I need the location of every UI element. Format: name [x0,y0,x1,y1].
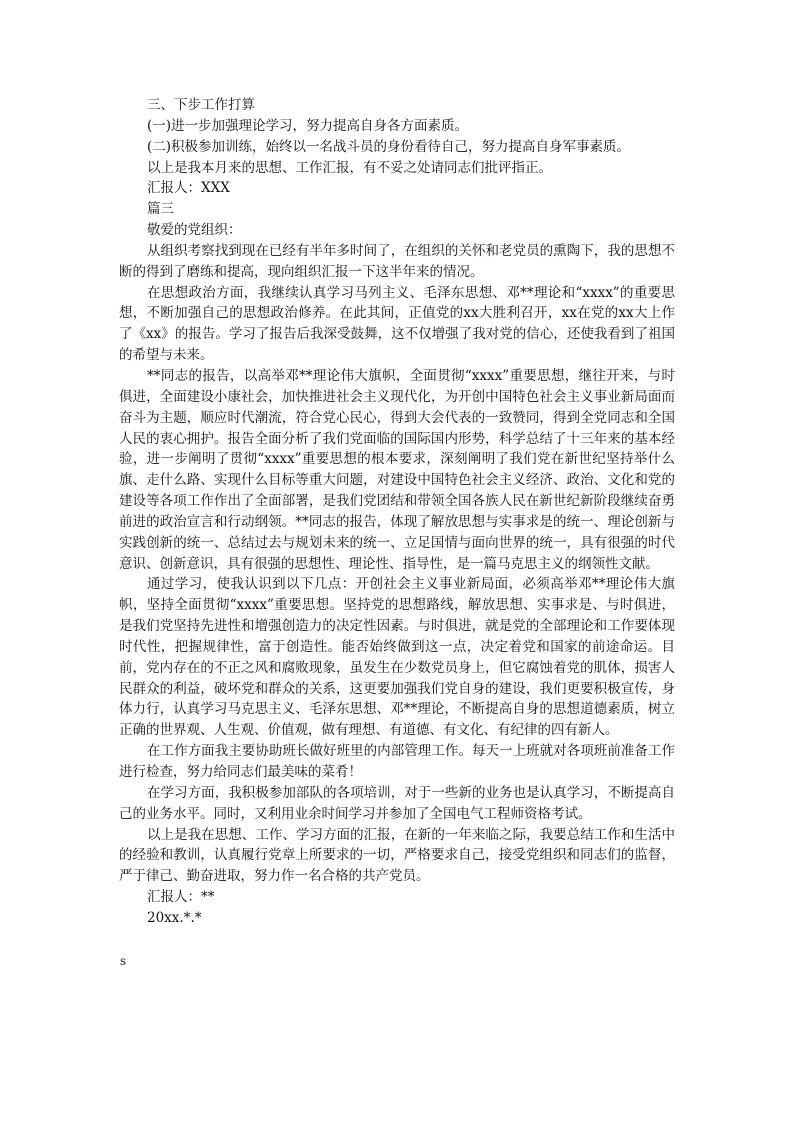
paragraph-study: 在学习方面，我积极参加部队的各项培训，对于一些新的业务也是认真学习，不断提高自己的业务水平。同时，又利用业余时间学习并参加了全国电气工程师资格考试。 [119,784,675,822]
reporter-signature-1: 汇报人：XXX [147,180,230,197]
paragraph-work: 在工作方面我主要协助班长做好班里的内部管理工作。每天一上班就对各项班前准备工作进行检查，努力给同志们最美味的菜肴！ [119,743,675,780]
work-plan-item-2: (二)积极参加训练，始终以一名战斗员的身份看待自己，努力提高自身军事素质。 [147,138,631,155]
part-title: 篇三 [147,201,174,218]
document-body [119,95,675,929]
section-heading: 三、下步工作打算 [147,97,255,113]
work-plan-item-1: (一)进一步加强理论学习，努力提高自身各方面素质。 [147,117,469,134]
paragraph-conclusion: 以上是我在思想、工作、学习方面的汇报，在新的一年来临之际，我要总结工作和生活中的经验和教训，认真履行党章上所要求的一切，严格要求自己，接受党组织和同志们的监督，严于律己、勤奋进取，努力作一名合格的共产党员。 [119,826,675,885]
report-date: 20xx.*.* [147,909,202,926]
paragraph-study-insights: 通过学习，使我认识到以下几点：开创社会主义事业新局面，必须高举邓**理论伟大旗帜，坚持全面贯彻“xxxx”重要思想。坚持党的思想路线，解放思想、实事求是、与时俱进，是我们党坚持先进性和增强创造力的决定性因素。与时俱进，就是党的全部理论和工作要体现时代性，把握规律性，富于创造性。能否始终做到这一点，决定着党和国家的前途命运。目前，党内存在的不正之风和腐败现象，虽发生在少数党员身上，但它腐蚀着党的肌体，损害人民群众的利益，破坏党和群众的关系，这更要加强我们党自身的建设，我们更要积极宣传，身体力行，认真学习马克思主义、毛泽东思想、邓**理论，不断提高自身的思想道德素质，树立正确的世界观、人生观、价值观，做有理想、有道德、有文化、有纪律的四有新人。 [119,576,675,739]
salutation: 敬爱的党组织： [147,222,242,239]
closing-statement-1: 以上是我本月来的思想、工作汇报，有不妥之处请同志们批评指正。 [147,159,552,176]
paragraph-report-summary: **同志的报告，以高举邓**理论伟大旗帜，全面贯彻“xxxx”重要思想，继往开来，与时俱进，全面建设小康社会，加快推进社会主义现代化，为开创中国特色社会主义事业新局面而奋斗为主题，顺应时代潮流，符合党心民心，得到大会代表的一致赞同，得到全党同志和全国人民的衷心拥护。报告全面分析了我们党面临的国际国内形势，科学总结了十三年来的基本经验，进一步阐明了贯彻“xxxx”重要思想的根本要求，深刻阐明了我们党在新世纪坚持举什么旗、走什么路、实现什么目标等重大问题，对建设中国特色社会主义经济、政治、文化和党的建设等各项工作作出了全面部署，是我们党团结和带领全国各族人民在新世纪新阶段继续奋勇前进的政治宣言和行动纲领。**同志的报告，体现了解放思想与实事求是的统一、理论创新与实践创新的统一、总结过去与规划未来的统一、立足国情与面向世界的统一，具有很强的时代意识、创新意识，具有很强的思想性、理论性、指导性，是一篇马克思主义的纲领性文献。 [119,367,675,572]
paragraph-political-thought: 在思想政治方面，我继续认真学习马列主义、毛泽东思想、邓**理论和“xxxx”的重要思想，不断加强自己的思想政治修养。在此其间，正值党的xx大胜利召开，xx在党的xx大上作了《xx》的报告。学习了报告后我深受鼓舞，这不仅增强了我对党的信心，还使我看到了祖国的希望与未来。 [119,284,675,364]
stray-mark: s [120,954,127,968]
reporter-signature-2: 汇报人：** [147,889,215,906]
paragraph-intro: 从组织考察找到现在已经有半年多时间了，在组织的关怀和老党员的熏陶下，我的思想不断的得到了磨练和提高，现向组织汇报一下这半年来的情况。 [119,242,675,280]
